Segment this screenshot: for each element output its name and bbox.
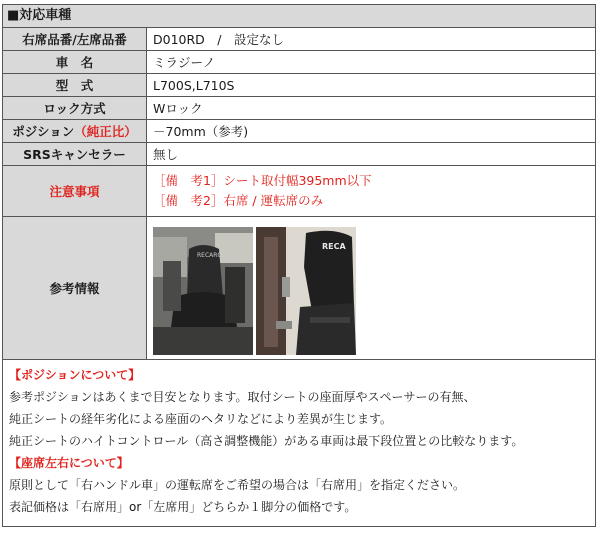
seat-line-2: 表記価格は「右席用」or「左席用」どちらか１脚分の価格です。	[9, 500, 357, 514]
seat-front-illustration	[153, 227, 253, 355]
table-row	[3, 166, 595, 217]
seat-photo-front	[153, 227, 253, 355]
lock-type-value: Wロック	[147, 97, 596, 120]
part-number-label: 右席品番/左席品番	[3, 28, 147, 51]
position-heading: 【ポジションについて】	[9, 368, 141, 382]
srs-canceller-value: 無し	[147, 143, 596, 166]
model-code-label: 型 式	[3, 74, 147, 97]
srs-canceller-label: SRSキャンセラー	[3, 143, 147, 166]
seat-side-illustration	[256, 227, 356, 355]
position-line-1: 参考ポジションはあくまで目安となります。取付シートの座面厚やスペーサーの有無、	[9, 390, 476, 404]
notes-label: 注意事項	[3, 166, 147, 217]
position-line-3: 純正シートのハイトコントロール（高さ調整機能）がある車両は最下段位置との比較なります。	[9, 434, 524, 448]
seat-line-1: 原則として「右ハンドル車」の運転席をご希望の場合は「右席用」を指定ください。	[9, 478, 466, 492]
section-title: ■対応車種	[3, 5, 595, 28]
note-line-2: ［備 考2］右席 / 運転席のみ	[153, 193, 324, 208]
footer-notes	[3, 360, 595, 526]
part-number-value: D010RD / 設定なし	[147, 28, 596, 51]
compatibility-sheet	[2, 4, 596, 527]
table-row	[3, 74, 595, 97]
seat-side-heading: 【座席左右について】	[9, 456, 129, 470]
table-row	[3, 51, 595, 74]
position-label	[3, 120, 147, 143]
seat-front-logo: RECARO	[197, 252, 223, 259]
position-line-2: 純正シートの経年劣化による座面のヘタリなどにより差異が生じます。	[9, 412, 393, 426]
seat-photo-side	[256, 227, 356, 355]
lock-type-label: ロック方式	[3, 97, 147, 120]
car-name-label: 車 名	[3, 51, 147, 74]
table-row	[3, 28, 595, 51]
seat-side-logo: RECA	[322, 242, 346, 251]
reference-label: 参考情報	[3, 217, 147, 360]
table-row	[3, 120, 595, 143]
table-row	[3, 143, 595, 166]
position-label-red: （純正比）	[74, 124, 137, 139]
position-label-main: ポジション	[12, 124, 75, 139]
model-code-value: L700S,L710S	[147, 74, 596, 97]
table-row	[3, 97, 595, 120]
notes-value	[147, 166, 596, 217]
reference-photos	[147, 217, 596, 360]
table-row	[3, 217, 595, 360]
car-name-value: ミラジーノ	[147, 51, 596, 74]
note-line-1: ［備 考1］シート取付幅395mm以下	[153, 173, 372, 188]
spec-table	[3, 28, 595, 360]
position-value: －70mm（参考)	[147, 120, 596, 143]
